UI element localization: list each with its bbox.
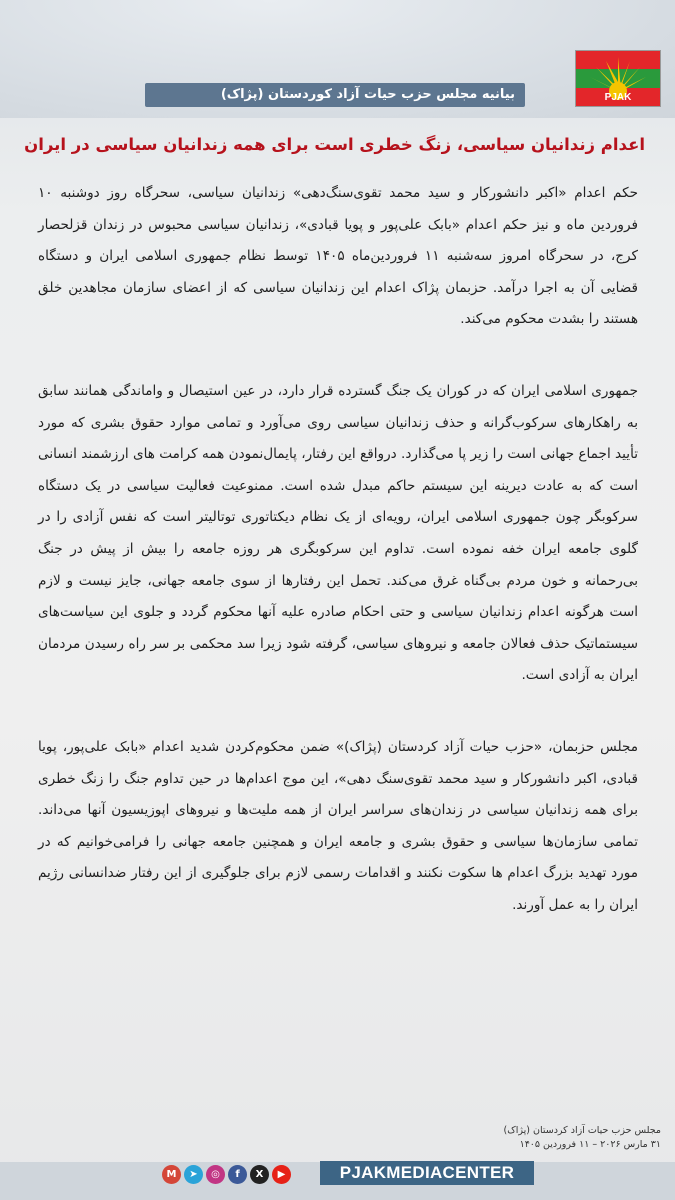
telegram-icon[interactable]: ➤ bbox=[184, 1165, 203, 1184]
instagram-icon[interactable]: ◎ bbox=[206, 1165, 225, 1184]
body-paragraph: حکم اعدام «اکبر دانشورکار و سید محمد تقوی‌سنگ‌دهی» زندانیان سیاسی، سحرگاه روز دوشنبه ۱۰ فروردین ماه و نیز حکم اعدام «بابک علی‌پور و پویا قبادی»، زندانیان سیاسی محبوس در زندان قزلحصار کرج، در سحرگاه امروز سه‌شنبه ۱۱ فروردین‌ماه ۱۴۰۵ توسط نظام جمهوری اسلامی ایران و دستگاه قضایی آن به اجرا درآمد. حزبمان پژاک اعدام این زندانیان سیاسی که از اعضای سازمان مجاهدین خلق هستند را بشدت محکوم می‌کند. bbox=[38, 185, 638, 328]
signature-name: مجلس حزب حیات آزاد کردستان (پژاک) bbox=[503, 1125, 661, 1136]
media-center-label[interactable]: PJAKMEDIACENTER bbox=[320, 1161, 534, 1185]
body-paragraph: جمهوری اسلامی ایران که در کوران یک جنگ گسترده قرار دارد، در عین استیصال و واماندگی همانند سابق به راهکارهای سرکوب‌گرانه و حذف زندانیان سیاسی روی می‌آورد و تمامی موارد حقوق بشری که مورد تأیید اجماع جهانی است را زیر پا می‌گذارد. درواقع این رفتار، پایمال‌نمودن همه کرامت های ارزشمند انسانی است که به عادت دیرینه این سیستم حاکم مبدل شده است. ممنوعیت فعالیت سیاسی در یک دستگاه سرکوبگر چون جمهوری اسلامی ایران، رویه‌ای از یک نظام دیکتاتوری توتالیتر است که نفس آزادی را در گلوی جامعه ایران خفه نموده است. تداوم این سرکوبگری هر روزه جامعه را بیش از پیش در جنگ بی‌رحمانه و خون مردم بی‌گناه غرق می‌کند. تحمل این رفتارها از سوی جامعه جهانی، جایز نیست و لازم است هرگونه اعدام زندانیان سیاسی و حتی احکام صادره علیه آنها محکوم گردد و جلوی این سیاست‌های سیستماتیک حذف فعالان جامعه و نیروهای سیاسی، گرفته شود زیرا سد محکمی بر سر راه رسیدن مردمان ایران به آزادی است. bbox=[38, 382, 638, 684]
gmail-icon[interactable]: M bbox=[162, 1165, 181, 1184]
page-title: اعدام زندانیان سیاسی، زنگ خطری است برای همه زندانیان سیاسی در ایران bbox=[24, 135, 645, 154]
statement-label-bar: بیانیه مجلس حزب حیات آزاد کوردستان (پژاک) bbox=[145, 83, 525, 107]
signature-date: ۳۱ مارس ۲۰۲۶ – ۱۱ فروردین ۱۴۰۵ bbox=[519, 1139, 661, 1150]
youtube-icon[interactable]: ▶ bbox=[272, 1165, 291, 1184]
pjak-flag-logo bbox=[575, 50, 661, 107]
x-icon[interactable]: X bbox=[250, 1165, 269, 1184]
body-paragraph: مجلس حزبمان، «حزب حیات آزاد کردستان (پژاک)» ضمن محکوم‌کردن شدید اعدام «بابک علی‌پور، پویا قبادی، اکبر دانشورکار و سید محمد تقوی‌سنگ دهی»، این موج اعدام‌ها در حین تداوم جنگ را زنگ خطری برای همه زندانیان سیاسی در زندان‌های سراسر ایران از همه ملیت‌ها و نیروهای اپوزیسیون آنها می‌داند. تمامی سازمان‌ها سیاسی و حقوق بشری و جامعه ایران و همچنین جامعه جهانی را فرامی‌خوانیم که در مورد تهدید بزرگ اعدام ها سکوت نکنند و اقدامات رسمی لازم برای جلوگیری از این رفتار ضدانسانی رژیم ایران را به عمل آورند. bbox=[38, 738, 638, 913]
flag-label: PJAK bbox=[604, 92, 632, 103]
signature-block bbox=[411, 1124, 661, 1152]
facebook-icon[interactable]: f bbox=[228, 1165, 247, 1184]
social-links bbox=[162, 1164, 291, 1184]
statement-body bbox=[38, 178, 638, 961]
